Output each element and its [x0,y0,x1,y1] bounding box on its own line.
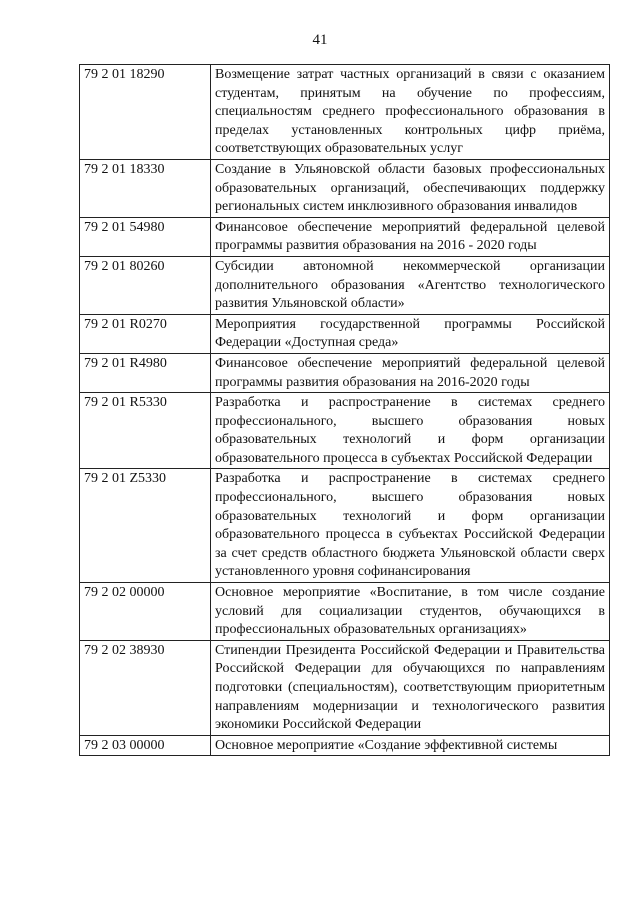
code-cell: 79 2 01 Z5330 [80,469,211,583]
table-row [80,65,610,160]
code-cell: 79 2 01 R0270 [80,314,211,353]
description-cell: Возмещение затрат частных организаций в связи с оказанием студентам, принятым на обучение по профессиям, специальностям среднего профессионального образования в пределах установленных контрольных цифр приёма, соответствующих образовательных услуг [211,65,610,160]
table-row [80,393,610,469]
description-cell: Разработка и распространение в системах среднего профессионального, высшего образования новых образовательных технологий и форм организации образовательного процесса в субъектах Российской Федерации [211,393,610,469]
code-cell: 79 2 02 00000 [80,583,211,641]
table-row [80,469,610,583]
table-row [80,353,610,392]
code-cell: 79 2 01 R5330 [80,393,211,469]
code-cell: 79 2 01 18330 [80,159,211,217]
table-row [80,640,610,735]
table-row [80,256,610,314]
table-row [80,314,610,353]
table-row [80,217,610,256]
description-cell: Создание в Ульяновской области базовых профессиональных образовательных организаций, обеспечивающих поддержку региональных систем инклюзивного образования инвалидов [211,159,610,217]
description-cell: Мероприятия государственной программы Российской Федерации «Доступная среда» [211,314,610,353]
description-cell: Субсидии автономной некоммерческой организации дополнительного образования «Агентство технологического развития Ульяновской области» [211,256,610,314]
budget-classification-table [79,64,610,756]
description-text: Основное мероприятие «Создание эффективной системы [215,737,558,753]
description-cell: Стипендии Президента Российской Федерации и Правительства Российской Федерации для обучающихся по направлениям подготовки (специальностям), соответствующим приоритетным направлениям модернизации и технологического развития экономики Российской Федерации [211,640,610,735]
description-cell [211,735,610,756]
code-cell: 79 2 03 00000 [80,735,211,756]
code-cell: 79 2 02 38930 [80,640,211,735]
table-row [80,735,610,756]
description-cell: Разработка и распространение в системах среднего профессионального, высшего образования новых образовательных технологий и форм организации образовательного процесса в субъектах Российской Федерации за счет средств областного бюджета Ульяновской области сверх установленного уровня софинансирования [211,469,610,583]
description-cell: Финансовое обеспечение мероприятий федеральной целевой программы развития образования на 2016 - 2020 годы [211,217,610,256]
code-cell: 79 2 01 18290 [80,65,211,160]
table-row [80,583,610,641]
description-cell: Финансовое обеспечение мероприятий федеральной целевой программы развития образования на 2016-2020 годы [211,353,610,392]
code-cell: 79 2 01 80260 [80,256,211,314]
page-number: 41 [312,32,328,48]
table-row [80,159,610,217]
code-cell: 79 2 01 R4980 [80,353,211,392]
description-cell: Основное мероприятие «Воспитание, в том числе создание условий для социализации студентов, обучающихся в профессиональных образовательных организациях» [211,583,610,641]
code-cell: 79 2 01 54980 [80,217,211,256]
